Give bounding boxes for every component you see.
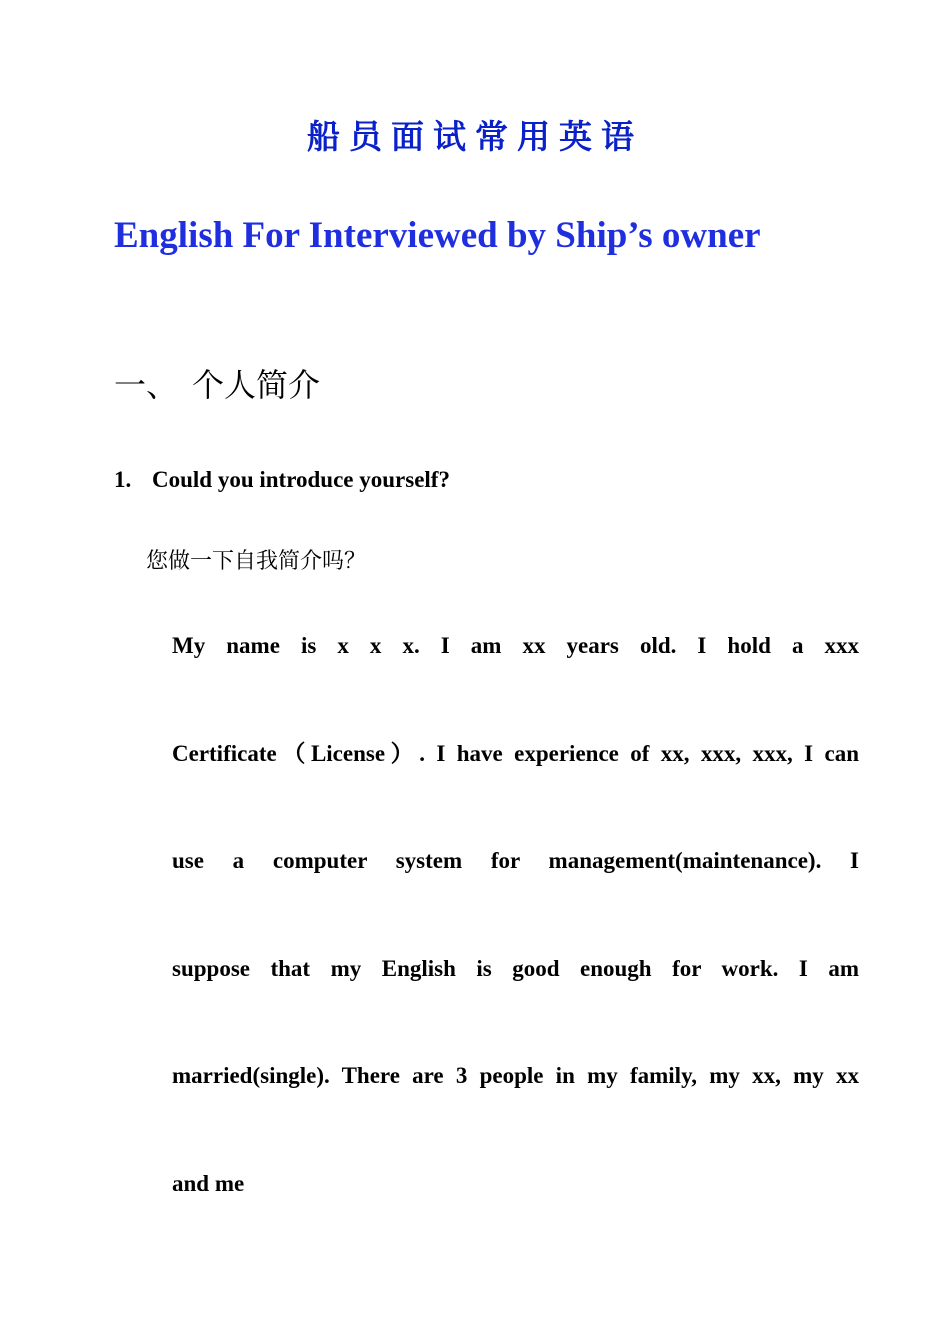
document-title-english: English For Interviewed by Ship’s owner xyxy=(114,215,761,256)
question-number: 1. xyxy=(114,467,132,492)
answer-line: My name is x x x. I am xx years old. I hold a xxx xyxy=(172,633,859,658)
question-english xyxy=(114,464,450,496)
answer-line: married(single). There are 3 people in my family, my xx, my xx xyxy=(172,1063,859,1089)
section-title: 个人简介 xyxy=(192,366,321,404)
document-title-chinese: 船员面试常用英语 xyxy=(307,117,643,156)
answer-line: Certificate（License）. I have experience of xx, xxx, xxx, I can xyxy=(172,740,859,766)
question-text-chinese: 您做一下自我简介吗？ xyxy=(146,549,367,574)
answer-line: suppose that my English is good enough for work. I am xyxy=(172,955,859,981)
answer-paragraph xyxy=(172,618,859,1264)
answer-line: and me xyxy=(172,1170,245,1196)
question-text-english: Could you introduce yourself? xyxy=(152,467,450,492)
answer-line: use a computer system for management(maintenance). I xyxy=(172,848,859,874)
section-number: 一、 xyxy=(114,366,179,404)
section-heading xyxy=(114,362,320,408)
